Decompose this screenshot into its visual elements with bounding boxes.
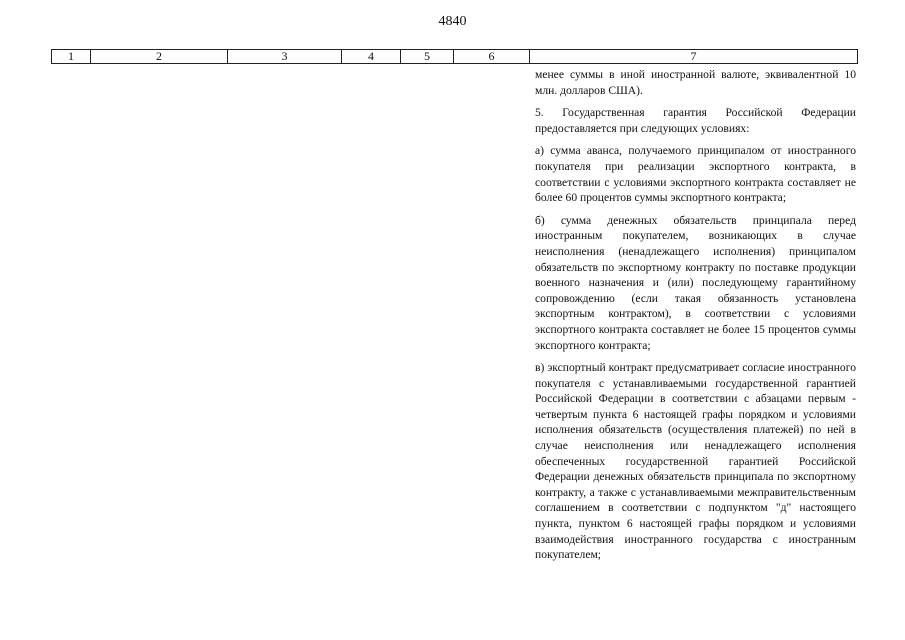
paragraph-continuation: менее суммы в иной иностранной валюте, эквивалентной 10 млн. долларов США). — [535, 68, 856, 97]
column-number-7: 7 — [530, 50, 858, 64]
table-header-row — [52, 50, 858, 64]
column-number-3: 3 — [228, 50, 342, 64]
column-number-6: 6 — [454, 50, 530, 64]
column-number-5: 5 — [401, 50, 454, 64]
column-number-2: 2 — [91, 50, 228, 64]
paragraph-subitem-a: а) сумма аванса, получаемого принципалом от иностранного покупателя при реализации экспортного контракта, в соответствии с условиями экспортного контракта составляет не более 60 процентов суммы экспортного контракта; — [535, 144, 856, 205]
paragraph-subitem-v: в) экспортный контракт предусматривает согласие иностранного покупателя с устанавливаемыми государственной гарантией Российской Федерации в соответствии с абзацами первым - четвертым пункта 6 настоящей графы порядком и условиями исполнения обязательств (осуществления платежей) по ней в случае неисполнения или ненадлежащего исполнения обеспеченных государственной гарантией Российской Федерации денежных обязательств принципала по экспортному контракту, а также с устанавливаемыми межправительственным соглашением в соответствии с подпунктом "д" настоящего пункта, пунктом 6 настоящей графы порядком и условиями взаимодействия иностранного государства с иностранным покупателем; — [535, 361, 856, 562]
page-number: 4840 — [438, 14, 467, 29]
paragraph-item-5: 5. Государственная гарантия Российской Федерации предоставляется при следующих условиях: — [535, 106, 856, 135]
column-7-content — [535, 67, 856, 570]
column-number-4: 4 — [342, 50, 401, 64]
column-number-1: 1 — [52, 50, 91, 64]
paragraph-subitem-b: б) сумма денежных обязательств принципала перед иностранным покупателем, возникающих в случае неисполнения (ненадлежащего исполнения) принципалом обязательств по экспортному контракту по поставке продукции военного назначения и (или) последующему гарантийному сопровождению (если такая обязанность установлена экспортным контрактом), в соответствии с условиями экспортного контракта составляет не более 15 процентов суммы экспортного контракта; — [535, 213, 856, 352]
table-column-header — [51, 49, 858, 64]
